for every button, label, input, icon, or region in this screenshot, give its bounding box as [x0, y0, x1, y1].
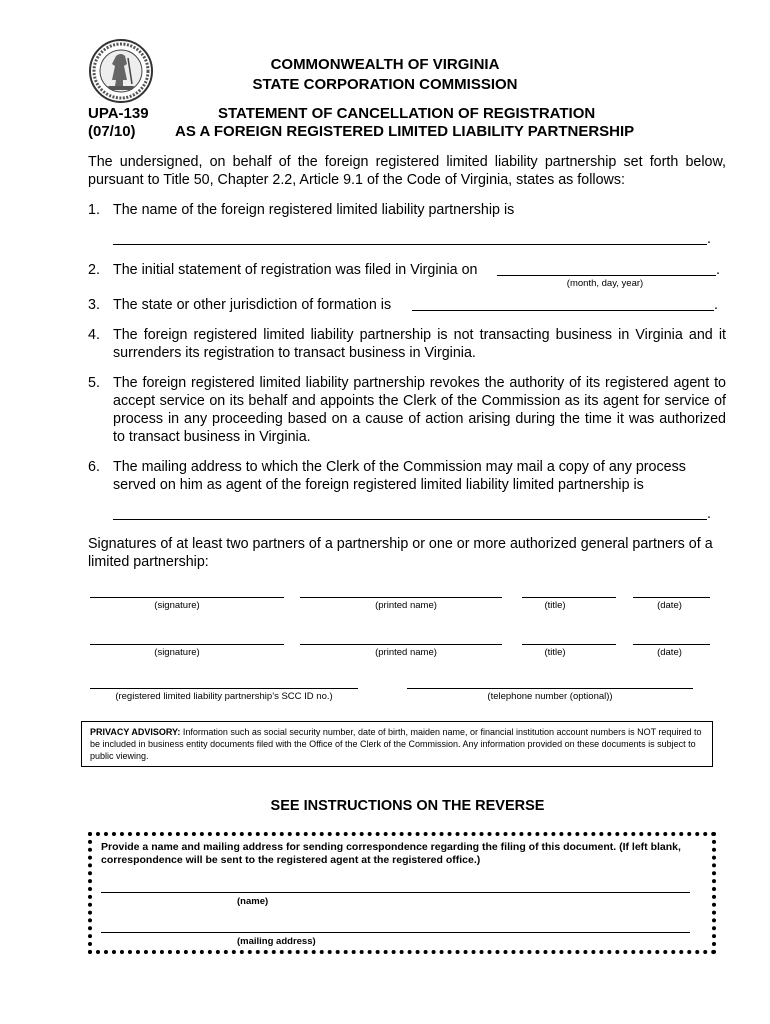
item-6-number: 6. — [88, 459, 100, 475]
name-caption: (name) — [237, 896, 269, 907]
title-field-1[interactable] — [522, 597, 616, 598]
item-6-period: . — [707, 506, 711, 522]
registration-date-field[interactable] — [497, 275, 716, 276]
printed-name-field-2[interactable] — [300, 644, 502, 645]
privacy-advisory-text: Information such as social security number, date of birth, maiden name, or financial institution account numbers is NOT required to be included in business entity documents filed with the Office of the Clerk of the Commission. Any information provided on these documents is subject to public viewing. — [90, 727, 702, 761]
title-caption: (title) — [544, 600, 566, 611]
item-5-number: 5. — [88, 375, 100, 391]
item-3-text: The state or other jurisdiction of formation is — [113, 297, 392, 313]
item-2-text: The initial statement of registration was filed in Virginia on — [113, 262, 478, 278]
item-1-number: 1. — [88, 202, 100, 218]
form-title-line2: AS A FOREIGN REGISTERED LIMITED LIABILITY PARTNERSHIP — [175, 123, 635, 140]
telephone-caption: (telephone number (optional)) — [487, 691, 613, 702]
month-day-year-caption: (month, day, year) — [566, 278, 644, 289]
signature-caption: (signature) — [154, 647, 200, 658]
mailing-address-caption: (mailing address) — [237, 936, 316, 947]
signature-field-2[interactable] — [90, 644, 284, 645]
scc-id-caption: (registered limited liability partnership’s SCC ID no.) — [115, 691, 333, 702]
header-commonwealth: COMMONWEALTH OF VIRGINIA — [270, 56, 500, 73]
see-instructions-heading: SEE INSTRUCTIONS ON THE REVERSE — [270, 798, 545, 814]
intro-paragraph: The undersigned, on behalf of the foreign registered limited liability partnership set forth below, pursuant to Title 50, Chapter 2.2, Article 9.1 of the Code of Virginia, states as follows: — [88, 154, 726, 188]
correspondence-instructions: Provide a name and mailing address for sending correspondence regarding the filing of this document. (If left blank, correspondence will be sent to the registered agent at the registered office.) — [101, 841, 681, 866]
partnership-name-field[interactable] — [113, 244, 707, 245]
item-1-period: . — [707, 231, 711, 247]
jurisdiction-field[interactable] — [412, 310, 714, 311]
item-2-period: . — [716, 262, 720, 278]
item-4-text: The foreign registered limited liability partnership is not transacting business in Virginia and it surrenders its registration to transact business in Virginia. — [113, 327, 726, 361]
printed-name-caption: (printed name) — [375, 647, 437, 658]
item-3-period: . — [714, 297, 718, 313]
title-caption: (title) — [544, 647, 566, 658]
item-3-number: 3. — [88, 297, 100, 313]
signature-caption: (signature) — [154, 600, 200, 611]
telephone-field[interactable] — [407, 688, 693, 689]
correspondence-name-field[interactable] — [101, 892, 690, 893]
item-1-text: The name of the foreign registered limited liability partnership is — [113, 202, 515, 218]
item-2-number: 2. — [88, 262, 100, 278]
form-date: (07/10) — [88, 123, 136, 140]
header-commission: STATE CORPORATION COMMISSION — [252, 76, 518, 93]
form-title-line1: STATEMENT OF CANCELLATION OF REGISTRATION — [218, 105, 596, 122]
form-number: UPA-139 — [88, 105, 149, 122]
signatures-intro: Signatures of at least two partners of a partnership or one or more authorized general partners of a limited partnership: — [88, 536, 713, 570]
correspondence-address-field[interactable] — [101, 932, 690, 933]
item-4-number: 4. — [88, 327, 100, 343]
printed-name-caption: (printed name) — [375, 600, 437, 611]
scc-id-field[interactable] — [90, 688, 358, 689]
privacy-advisory-label: PRIVACY ADVISORY: — [90, 727, 181, 737]
date-caption: (date) — [657, 600, 682, 611]
item-6-text: The mailing address to which the Clerk of the Commission may mail a copy of any process served on him as agent of the foreign registered limited liability limited partnership is — [113, 459, 686, 493]
date-field-2[interactable] — [633, 644, 710, 645]
date-caption: (date) — [657, 647, 682, 658]
privacy-advisory-box — [81, 721, 713, 767]
item-5-text: The foreign registered limited liability partnership revokes the authority of its registered agent to accept service on its behalf and appoints the Clerk of the Commission as its agent for service of process in any proceeding based on a cause of action arising during the time it was authorized to transact business in Virginia. — [113, 375, 726, 445]
date-field-1[interactable] — [633, 597, 710, 598]
printed-name-field-1[interactable] — [300, 597, 502, 598]
mailing-address-field[interactable] — [113, 519, 707, 520]
title-field-2[interactable] — [522, 644, 616, 645]
signature-field-1[interactable] — [90, 597, 284, 598]
